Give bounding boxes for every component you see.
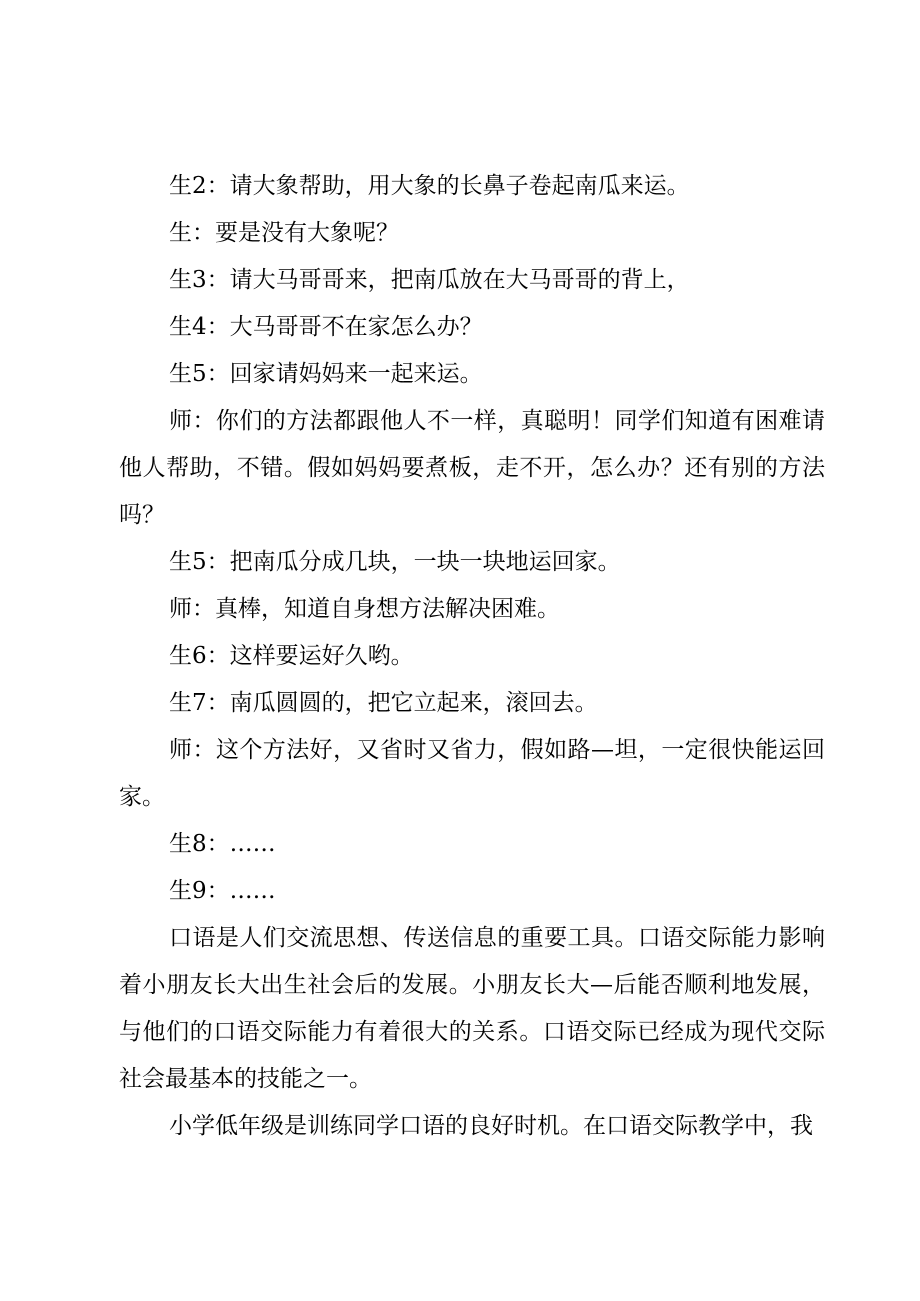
document-body: [119, 163, 825, 1150]
paragraph-13: 生9：……: [169, 878, 276, 904]
paragraph-12: 生8：……: [169, 831, 276, 857]
paragraph-1: 生2：请大象帮助，用大象的长鼻子卷起南瓜来运。: [169, 173, 690, 199]
paragraph-14: 口语是人们交流思想、传送信息的重要工具。口语交际能力影响着小朋友长大出生社会后的发展。小朋友长大—后能否顺利地发展，与他们的口语交际能力有着很大的关系。口语交际已经成为现代交际社会最基本的技能之一。: [119, 925, 825, 1092]
paragraph-9: 生6：这样要运好久哟。: [169, 643, 414, 669]
paragraph-10: 生7：南瓜圆圆的，把它立起来，滚回去。: [169, 690, 598, 716]
paragraph-6: 师：你们的方法都跟他人不一样，真聪明！同学们知道有困难请他人帮助，不错。假如妈妈要煮板，走不开，怎么办？还有别的方法吗？: [119, 408, 825, 528]
paragraph-5: 生5：回家请妈妈来一起来运。: [169, 361, 483, 387]
paragraph-8: 师：真棒，知道自身想方法解决困难。: [169, 596, 560, 622]
paragraph-2: 生：要是没有大象呢？: [169, 220, 399, 246]
paragraph-4: 生4：大马哥哥不在家怎么办？: [169, 314, 483, 340]
paragraph-3: 生3：请大马哥哥来，把南瓜放在大马哥哥的背上，: [169, 267, 690, 293]
paragraph-15: 小学低年级是训练同学口语的良好时机。在口语交际教学中，我: [169, 1113, 813, 1139]
paragraph-7: 生5：把南瓜分成几块，一块一块地运回家。: [169, 549, 621, 575]
paragraph-11: 师：这个方法好，又省时又省力，假如路—坦，一定很快能运回家。: [119, 737, 825, 810]
